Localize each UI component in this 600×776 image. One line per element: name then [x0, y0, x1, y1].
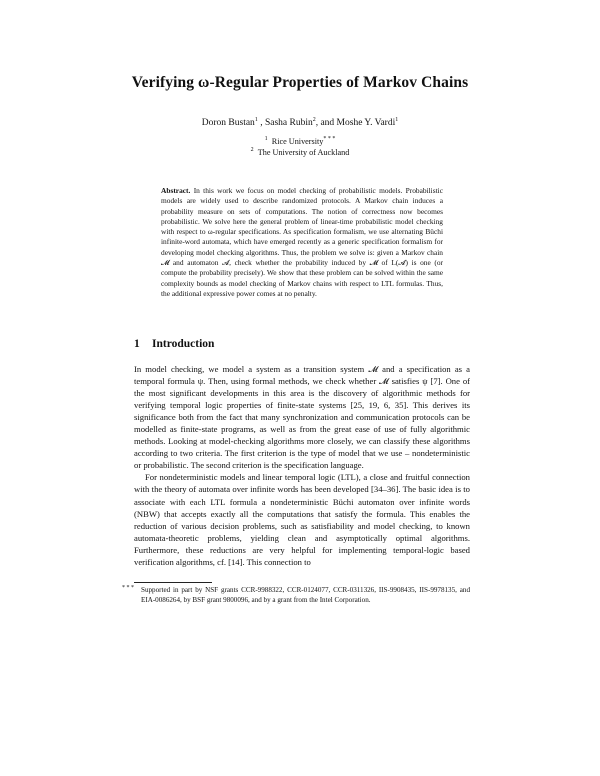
section-body [134, 363, 470, 568]
footnote-reference-mark: * * * [323, 136, 336, 142]
footnote-mark: * * * [122, 585, 134, 591]
author-separator: , [257, 118, 265, 128]
section-number: 1 [134, 338, 140, 350]
affiliation-name: The University of Auckland [257, 148, 350, 157]
footnote [122, 585, 470, 605]
author-separator: , and [315, 118, 337, 128]
body-paragraph: In model checking, we model a system as a transition system 𝓜 and a specification as a temporal formula ψ. Then, using formal methods, we check whether 𝓜 satisfies ψ [7]. One of the most significant developments in this area is the discovery of algorithmic methods for verifying temporal logic properties of finite-state systems [25, 19, 6, 35]. This derives its significance both from the fact that many synchronization and communication protocols can be modelled as finite-state programs, as well as from the great ease of use of fully algorithmic methods. Looking at model-checking algorithms more closely, we can classify these algorithms according to two criteria. The first criterion is the type of model that we use – nondeterministic or probabilistic. The second criterion is the specification language. [134, 364, 470, 471]
abstract [161, 186, 443, 299]
affiliation [0, 137, 600, 146]
author-name: Moshe Y. Vardi [336, 118, 396, 128]
footnote-divider [134, 582, 212, 583]
affiliation-name: Rice University [271, 137, 324, 146]
body-paragraph: For nondeterministic models and linear temporal logic (LTL), a close and fruitful connection with the theory of automata over infinite words has been developed [34–36]. The basic idea is to associate with each LTL formula a nondeterministic Büchi automaton over infinite words (NBW) that accepts exactly all the computations that satisfy the formula. This enables the reduction of various decision problems, such as satisfiability and model checking, to known automata-theoretic problems, yielding clean and asymptotically optimal algorithms. Furthermore, these reductions are very helpful for implementing temporal-logic based verification algorithms, cf. [14]. This connection to [134, 472, 470, 567]
author-name: Sasha Rubin [264, 118, 313, 128]
author-affiliation-mark: 2 [312, 117, 316, 123]
section-heading [134, 338, 214, 350]
author-name: Doron Bustan [201, 118, 255, 128]
author-line [0, 118, 600, 128]
affiliation [0, 148, 600, 157]
affiliation-mark: 2 [250, 147, 254, 153]
footnote-text: Supported in part by NSF grants CCR-9988322, CCR-0124077, CCR-0311326, IIS-9908435, IIS-9978135, and EIA-0086264, by BSF grant 9800096, and by a grant from the Intel Corporation. [141, 586, 470, 605]
section-title: Introduction [152, 338, 215, 350]
author-affiliation-mark: 1 [395, 117, 399, 123]
paper-title: Verifying ω-Regular Properties of Markov Chains [131, 74, 469, 91]
abstract-label: Abstract. [161, 186, 191, 195]
abstract-text: In this work we focus on model checking of probabilistic models. Probabilistic models are widely used to describe randomized protocols. A Markov chain induces a probability measure on sets of computations. The notion of correctness now becomes probabilistic. We solve here the general problem of linear-time probabilistic model checking with respect to ω-regular specifications. As specification formalism, we use alternating Büchi infinite-word automata, which have emerged recently as a generic specification formalism for developing model checking algorithms. Thus, the problem we solve is: given a Markov chain 𝓜 and automaton 𝓐, check whether the probability induced by 𝓜 of L(𝓐) is one (or compute the probability precisely). We show that these problem can be solved within the same complexity bounds as model checking of Markov chains with respect to LTL formulas. Thus, the additional expressive power comes at no penalty. [161, 186, 443, 298]
affiliation-mark: 1 [264, 136, 268, 142]
author-affiliation-mark: 1 [254, 117, 258, 123]
